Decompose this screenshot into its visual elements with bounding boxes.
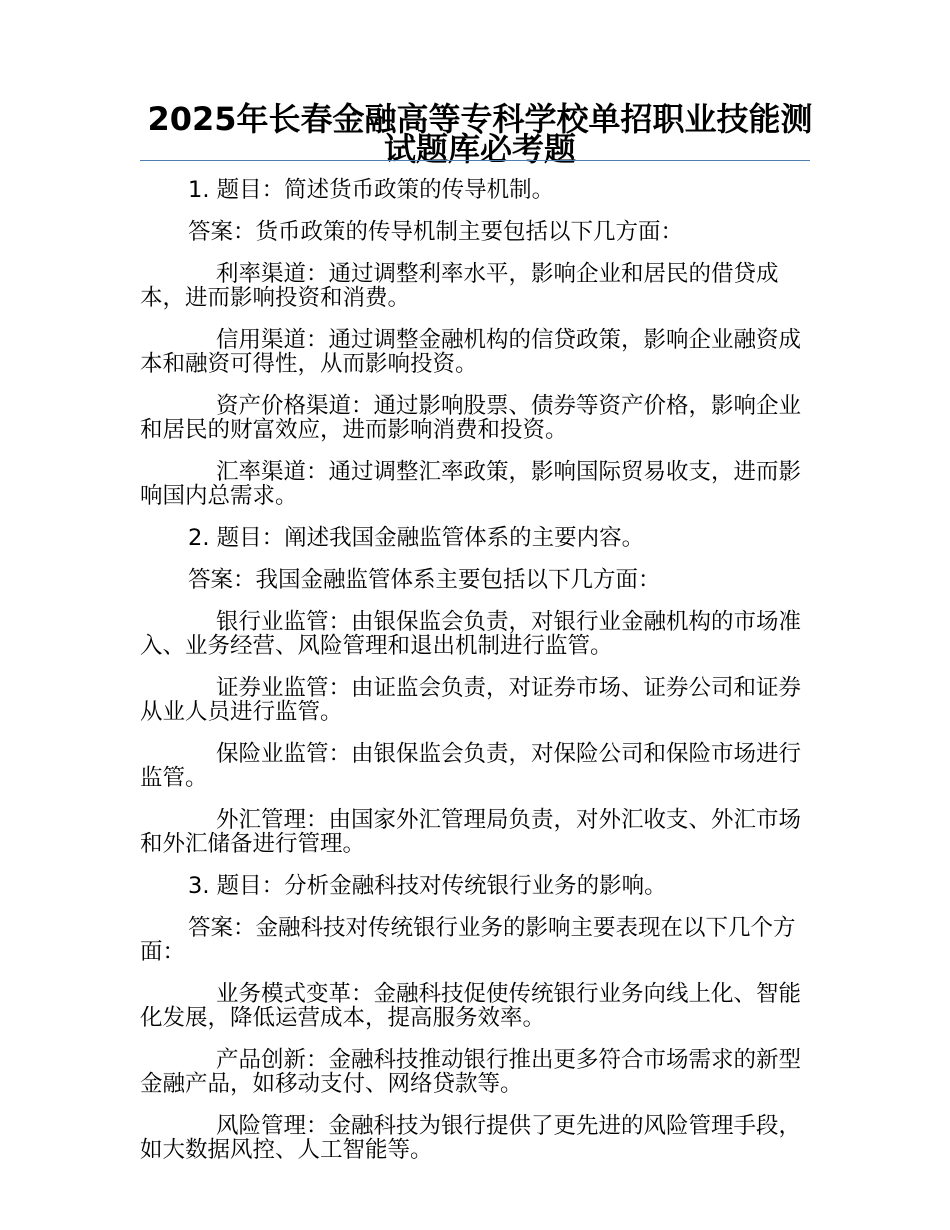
answer-2-item: 银行业监管：由银保监会负责，对银行业金融机构的市场准入、业务经营、风险管理和退出机制进行监管。	[140, 609, 802, 659]
answer-3-item: 产品创新：金融科技推动银行推出更多符合市场需求的新型金融产品，如移动支付、网络贷款等。	[140, 1047, 802, 1097]
question-3: 3. 题目：分析金融科技对传统银行业务的影响。	[188, 873, 667, 899]
answer-2-intro: 答案：我国金融监管体系主要包括以下几方面：	[188, 567, 661, 593]
answer-2-item: 外汇管理：由国家外汇管理局负责，对外汇收支、外汇市场和外汇储备进行管理。	[140, 807, 802, 857]
answer-2-item: 保险业监管：由银保监会负责，对保险公司和保险市场进行监管。	[140, 741, 802, 791]
title-divider	[140, 160, 810, 161]
answer-3-item: 风险管理：金融科技为银行提供了更先进的风险管理手段，如大数据风控、人工智能等。	[140, 1113, 802, 1163]
answer-1-intro: 答案：货币政策的传导机制主要包括以下几方面：	[188, 219, 684, 245]
answer-2-item: 证券业监管：由证监会负责，对证券市场、证券公司和证券从业人员进行监管。	[140, 675, 802, 725]
answer-1-item: 利率渠道：通过调整利率水平，影响企业和居民的借贷成本，进而影响投资和消费。	[140, 261, 779, 311]
answer-1-item: 资产价格渠道：通过影响股票、债券等资产价格，影响企业和居民的财富效应，进而影响消费和投资。	[140, 393, 802, 443]
document-body	[140, 178, 810, 1180]
document-title: 2025年长春金融高等专科学校单招职业技能测试题库必考题	[147, 100, 813, 168]
answer-3-item: 业务模式变革：金融科技促使传统银行业务向线上化、智能化发展，降低运营成本，提高服务效率。	[140, 981, 802, 1031]
question-1: 1. 题目：简述货币政策的传导机制。	[188, 177, 555, 203]
answer-3-intro: 答案：金融科技对传统银行业务的影响主要表现在以下几个方面：	[140, 915, 796, 965]
answer-1-item: 汇率渠道：通过调整汇率政策，影响国际贸易收支，进而影响国内总需求。	[140, 459, 802, 509]
answer-1-item: 信用渠道：通过调整金融机构的信贷政策，影响企业融资成本和融资可得性，从而影响投资。	[140, 327, 802, 377]
question-2: 2. 题目：阐述我国金融监管体系的主要内容。	[188, 525, 645, 551]
